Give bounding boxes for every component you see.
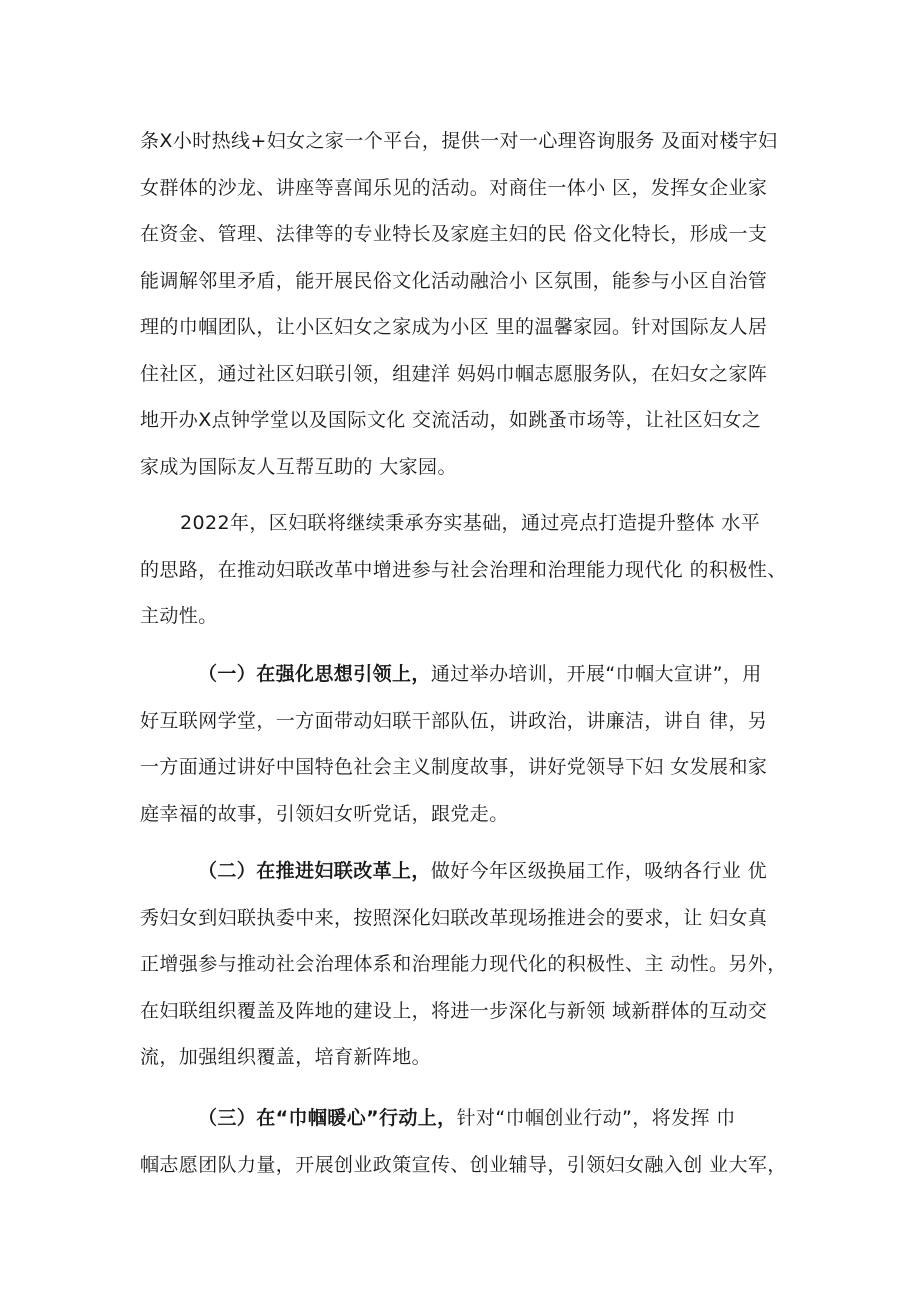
text-line: 住社区，通过社区妇联引领，组建洋 妈妈巾帼志愿服务队，在妇女之家阵 [140, 362, 768, 385]
paragraph-2022-plan [140, 500, 800, 640]
paragraph-ideological-guidance [140, 651, 800, 837]
text-line: 女群体的沙龙、讲座等喜闻乐见的活动。对商住一体小 区，发挥女企业家 [140, 176, 768, 199]
paragraph-reform [140, 848, 800, 1081]
text-line: 秀妇女到妇联执委中来，按照深化妇联改革现场推进会的要求，让 妇女真 [140, 906, 768, 929]
text-line: 地开办X点钟学堂以及国际文化 交流活动，如跳蚤市场等，让社区妇女之 [140, 409, 762, 431]
text-line: 能调解邻里矛盾，能开展民俗文化活动融洽小 区氛围，能参与小区自治管 [140, 269, 768, 292]
text-line: 流，加强组织覆盖，培育新阵地。 [140, 1046, 432, 1068]
paragraph-warm-heart [140, 1095, 800, 1188]
text-line: 主动性。 [140, 605, 218, 627]
text-line: 在资金、管理、法律等的专业特长及家庭主妇的民 俗文化特长，形成一支 [140, 223, 768, 245]
text-line: 在妇联组织覆盖及阵地的建设上，将进一步深化与新领 域新群体的互动交 [140, 999, 768, 1022]
text-line: 好互联网学堂，一方面带动妇联干部队伍，讲政治，讲廉洁，讲自 律，另 [140, 709, 768, 732]
text-line: 正增强参与推动社会治理体系和治理能力现代化的积极性、主 动性。另外， [140, 953, 787, 975]
text-line [140, 1095, 800, 1142]
text-line [140, 848, 800, 895]
section-heading: （二）在推进妇联改革上， [198, 860, 431, 882]
text-fragment: 针对“巾帼创业行动”，将发挥 巾 [456, 1107, 736, 1129]
text-line: 理的巾帼团队，让小区妇女之家成为小区 里的温馨家园。针对国际友人居 [140, 316, 768, 338]
section-heading: （三）在“巾帼暖心”行动上， [198, 1107, 457, 1129]
text-line: 一方面通过讲好中国特色社会主义制度故事，讲好党领导下妇 女发展和家 [140, 756, 768, 778]
text-line: 的思路，在推动妇联改革中增进参与社会治理和治理能力现代化 的积极性、 [140, 558, 787, 581]
paragraph-community-services [140, 118, 800, 490]
section-heading: （一）在强化思想引领上， [198, 663, 431, 685]
text-line [140, 651, 800, 698]
text-line: 家成为国际友人互帮互助的 大家园。 [140, 455, 457, 478]
text-line: 条X小时热线+妇女之家一个平台，提供一对一心理咨询服务 及面对楼宇妇 [140, 130, 778, 152]
text-line: 2022年，区妇联将继续秉承夯实基础，通过亮点打造提升整体 水平 [180, 512, 761, 534]
text-line: 庭幸福的故事，引领妇女听党话，跟党走。 [140, 802, 509, 825]
text-fragment: 通过举办培训，开展“巾帼大宣讲”，用 [430, 663, 762, 685]
text-line: 帼志愿团队力量，开展创业政策宣传、创业辅导，引领妇女融入创 业大军， [140, 1153, 787, 1176]
text-fragment: 做好今年区级换届工作，吸纳各行业 优 [430, 860, 768, 882]
